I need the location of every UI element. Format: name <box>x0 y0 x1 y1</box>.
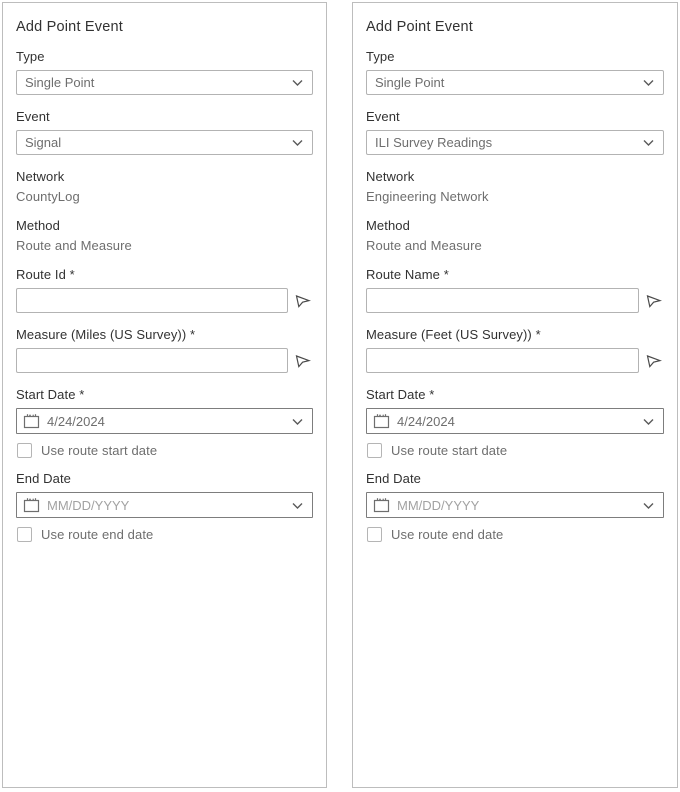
end-date-label: End Date <box>366 471 422 486</box>
chevron-down-icon <box>291 416 304 427</box>
measure-label: Measure (Miles (US Survey)) * <box>16 327 196 342</box>
end-date-picker[interactable] <box>16 492 313 518</box>
method-value: Route and Measure <box>366 238 482 253</box>
event-label: Event <box>16 109 50 124</box>
event-selected-value: Signal <box>25 135 62 150</box>
chevron-down-icon <box>291 137 304 148</box>
route-id-label: Route Id * <box>16 267 75 282</box>
use-route-end-date-label: Use route end date <box>391 527 504 542</box>
type-selected-value: Single Point <box>375 75 445 90</box>
measure-label: Measure (Feet (US Survey)) * <box>366 327 541 342</box>
method-label: Method <box>16 218 60 233</box>
end-date-picker[interactable] <box>366 492 664 518</box>
calendar-icon <box>23 413 40 429</box>
page-title: Add Point Event <box>16 19 123 35</box>
network-readonly <box>366 169 664 204</box>
start-date-value: 4/24/2024 <box>47 413 105 429</box>
add-point-event-panel-left <box>2 2 327 788</box>
end-date-field <box>16 471 313 518</box>
network-value: CountyLog <box>16 189 80 204</box>
event-dropdown[interactable] <box>366 130 664 155</box>
use-route-start-date-checkbox[interactable] <box>17 443 32 458</box>
measure-field <box>16 327 313 373</box>
end-date-placeholder: MM/DD/YYYY <box>397 497 480 513</box>
use-route-end-date-row <box>16 527 313 542</box>
chevron-down-icon <box>291 77 304 88</box>
route-name-label: Route Name * <box>366 267 449 282</box>
use-route-start-date-checkbox[interactable] <box>367 443 382 458</box>
type-dropdown[interactable] <box>16 70 313 95</box>
start-date-picker[interactable] <box>16 408 313 434</box>
use-route-end-date-row <box>366 527 664 542</box>
event-field <box>366 109 664 155</box>
type-selected-value: Single Point <box>25 75 95 90</box>
type-field <box>366 49 664 95</box>
type-field <box>16 49 313 95</box>
event-label: Event <box>366 109 400 124</box>
end-date-placeholder: MM/DD/YYYY <box>47 497 130 513</box>
network-label: Network <box>366 169 415 184</box>
chevron-down-icon <box>642 500 655 511</box>
chevron-down-icon <box>642 416 655 427</box>
end-date-field <box>366 471 664 518</box>
start-date-label: Start Date * <box>16 387 85 402</box>
end-date-label: End Date <box>16 471 72 486</box>
measure-field <box>366 327 664 373</box>
start-date-picker[interactable] <box>366 408 664 434</box>
network-label: Network <box>16 169 65 184</box>
chevron-down-icon <box>642 137 655 148</box>
route-name-input[interactable] <box>366 288 639 313</box>
calendar-icon <box>373 497 390 513</box>
method-value: Route and Measure <box>16 238 132 253</box>
type-label: Type <box>366 49 395 64</box>
page-title: Add Point Event <box>366 19 473 35</box>
calendar-icon <box>23 497 40 513</box>
route-id-field <box>16 267 313 313</box>
route-name-field <box>366 267 664 313</box>
pick-from-map-arrow-icon[interactable] <box>291 288 313 313</box>
event-selected-value: ILI Survey Readings <box>375 135 493 150</box>
event-field <box>16 109 313 155</box>
pick-from-map-arrow-icon[interactable] <box>642 288 664 313</box>
use-route-start-date-label: Use route start date <box>391 443 508 458</box>
method-readonly <box>16 218 313 253</box>
use-route-start-date-row <box>366 443 664 458</box>
add-point-event-panel-right <box>352 2 678 788</box>
network-readonly <box>16 169 313 204</box>
use-route-end-date-checkbox[interactable] <box>367 527 382 542</box>
chevron-down-icon <box>291 500 304 511</box>
type-label: Type <box>16 49 45 64</box>
use-route-end-date-checkbox[interactable] <box>17 527 32 542</box>
route-id-input[interactable] <box>16 288 288 313</box>
pick-from-map-arrow-icon[interactable] <box>291 348 313 373</box>
use-route-start-date-label: Use route start date <box>41 443 158 458</box>
type-dropdown[interactable] <box>366 70 664 95</box>
start-date-value: 4/24/2024 <box>397 413 455 429</box>
method-readonly <box>366 218 664 253</box>
start-date-label: Start Date * <box>366 387 435 402</box>
method-label: Method <box>366 218 410 233</box>
network-value: Engineering Network <box>366 189 489 204</box>
use-route-end-date-label: Use route end date <box>41 527 154 542</box>
start-date-field <box>366 387 664 434</box>
start-date-field <box>16 387 313 434</box>
calendar-icon <box>373 413 390 429</box>
measure-input[interactable] <box>16 348 288 373</box>
chevron-down-icon <box>642 77 655 88</box>
pick-from-map-arrow-icon[interactable] <box>642 348 664 373</box>
event-dropdown[interactable] <box>16 130 313 155</box>
use-route-start-date-row <box>16 443 313 458</box>
measure-input[interactable] <box>366 348 639 373</box>
